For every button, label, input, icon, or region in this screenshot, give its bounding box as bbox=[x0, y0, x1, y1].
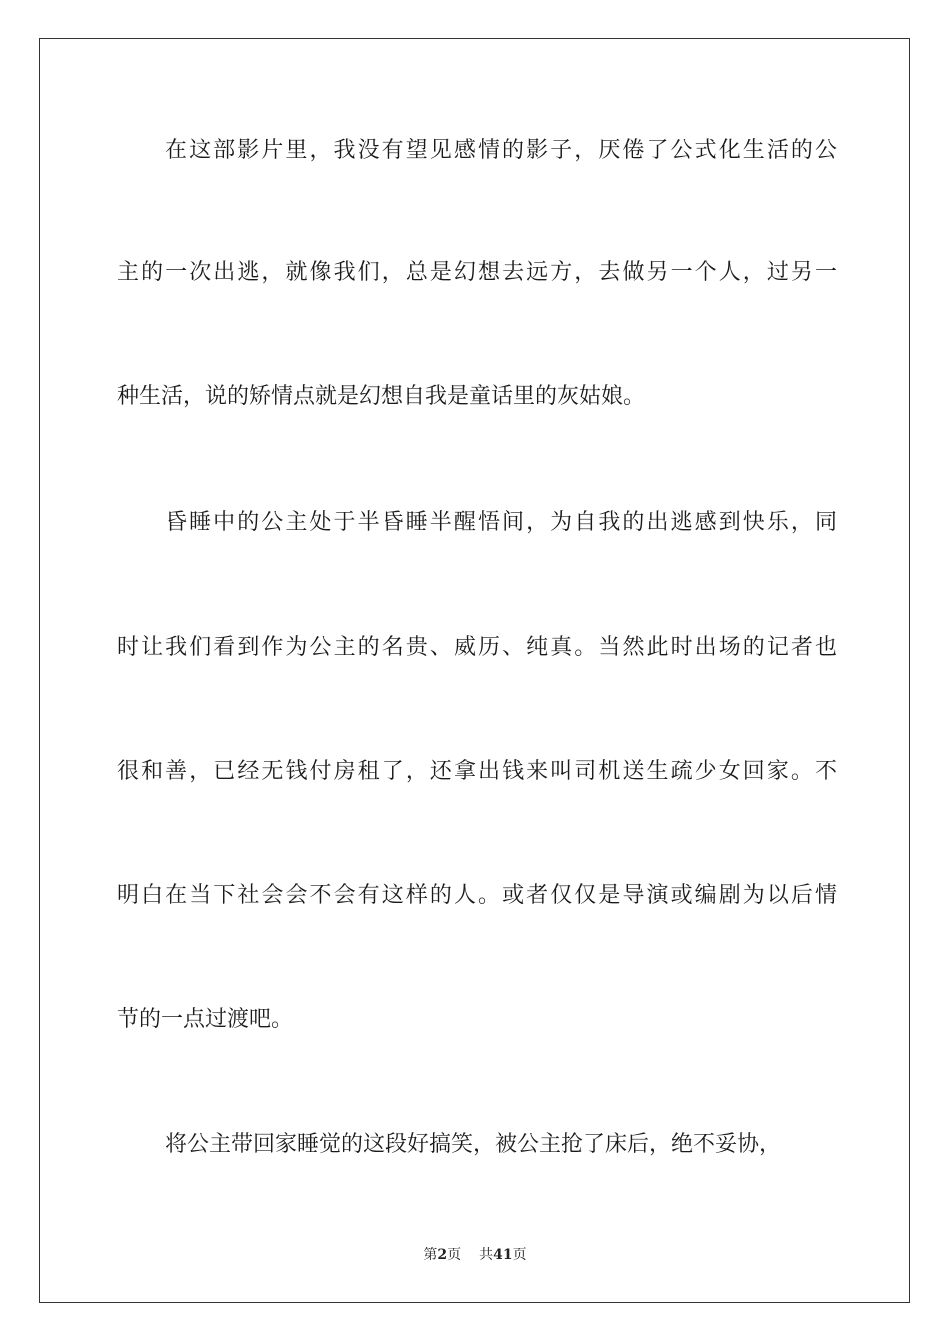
paragraph-3-line-1: 将公主带回家睡觉的这段好搞笑，被公主抢了床后，绝不妥协， bbox=[165, 1132, 782, 1157]
paragraph-1-line-2: 主的一次出逃，就像我们，总是幻想去远方，去做另一个人，过另一 bbox=[117, 260, 837, 285]
page-suffix: 页 bbox=[447, 1247, 462, 1263]
paragraph-1-line-3: 种生活，说的矫情点就是幻想自我是童话里的灰姑娘。 bbox=[117, 384, 646, 409]
page-footer bbox=[0, 1244, 950, 1264]
page-number: 2 bbox=[437, 1247, 448, 1263]
paragraph-1-line-1: 在这部影片里，我没有望见感情的影子，厌倦了公式化生活的公 bbox=[165, 138, 837, 163]
paragraph-2-line-2: 时让我们看到作为公主的名贵、威历、纯真。当然此时出场的记者也 bbox=[117, 635, 837, 660]
paragraph-2-line-3: 很和善，已经无钱付房租了，还拿出钱来叫司机送生疏少女回家。不 bbox=[117, 759, 837, 784]
page-border bbox=[39, 38, 910, 1303]
paragraph-2-line-4: 明白在当下社会会不会有这样的人。或者仅仅是导演或编剧为以后情 bbox=[117, 883, 837, 908]
page-prefix: 第 bbox=[423, 1247, 438, 1263]
total-prefix: 共 bbox=[479, 1247, 494, 1263]
paragraph-2-line-5: 节的一点过渡吧。 bbox=[117, 1007, 294, 1032]
total-suffix: 页 bbox=[512, 1247, 527, 1263]
paragraph-2-line-1: 昏睡中的公主处于半昏睡半醒悟间，为自我的出逃感到快乐，同 bbox=[165, 510, 837, 535]
total-pages: 41 bbox=[493, 1247, 513, 1263]
